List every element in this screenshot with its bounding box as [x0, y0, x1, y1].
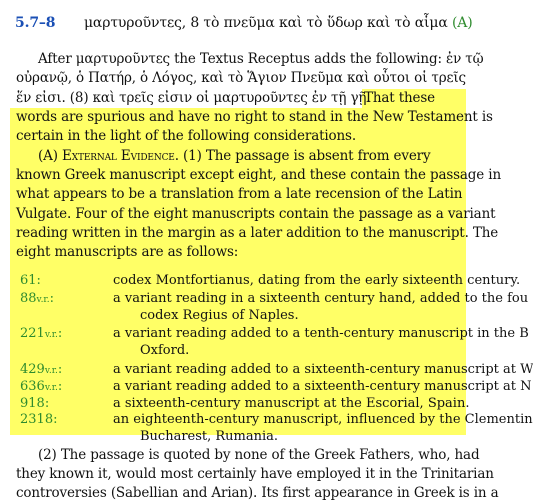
manuscript-desc-88-b: codex Regius of Naples.	[140, 308, 299, 323]
p1-line-3: ἕν εἰσι. (8) καὶ τρεῖς εἰσιν οἱ μαρτυροῦντες ἐν τῇ γῇ.	[16, 90, 371, 106]
verse-greek: μαρτυροῦντες, 8 τὸ πνεῦμα καὶ τὸ ὕδωρ καὶ τὸ αἷμα	[83, 15, 448, 31]
p2-line-4: Vulgate. Four of the eight manuscripts contain the passage as a variant	[16, 206, 496, 222]
manuscript-id-88: 88v.r.:	[20, 291, 54, 306]
variant-reading-mark: v.r.	[44, 366, 58, 376]
manuscript-id-636: 636v.r.:	[20, 379, 63, 394]
p2-lead: (A)	[38, 148, 58, 164]
manuscript-desc-2318-a: an eighteenth-century manuscript, influenced by the Clementin	[113, 412, 533, 427]
manuscript-id-221: 221v.r.:	[20, 326, 63, 341]
manuscript-id-429: 429v.r.:	[20, 362, 63, 377]
manuscript-desc-429: a variant reading added to a sixteenth-century manuscript at W	[113, 362, 533, 377]
p3-line-1: (2) The passage is quoted by none of the Greek Fathers, who, had	[38, 447, 480, 463]
p1-line-3b: That these	[364, 90, 435, 106]
p1-line-4: words are spurious and have no right to stand in the New Testament is	[16, 109, 493, 125]
p3-line-2: they known it, would most certainly have employed it in the Trinitarian	[16, 466, 494, 482]
p2-line-6: eight manuscripts are as follows:	[16, 244, 239, 260]
rating-label: (A)	[451, 15, 473, 31]
p2-line-5: reading written in the margin as a later addition to the manuscript. The	[16, 225, 499, 241]
variant-reading-mark: v.r.	[36, 295, 50, 305]
manuscript-id-918: 918:	[20, 396, 50, 411]
manuscript-desc-2318-b: Bucharest, Rumania.	[140, 429, 279, 444]
variant-reading-mark: v.r.	[44, 330, 58, 340]
manuscript-desc-918: a sixteenth-century manuscript at the Escorial, Spain.	[113, 396, 470, 411]
p2-line-2: known Greek manuscript except eight, and these contain the passage in	[16, 167, 501, 183]
verse-reference: 5.7–8	[15, 15, 56, 31]
p2-line-3: what appears to be a translation from a late recension of the Latin	[16, 186, 463, 202]
p1-line-2: οὐρανῷ, ὁ Πατήρ, ὁ Λόγος, καὶ τὸ Ἅγιον Πνεῦμα καὶ οὗτοι οἱ τρεῖς	[16, 70, 466, 86]
p1-line-5: certain in the light of the following considerations.	[16, 128, 356, 144]
manuscript-id-2318: 2318:	[20, 412, 58, 427]
manuscript-desc-221-a: a variant reading added to a tenth-century manuscript in the B	[113, 326, 529, 341]
variant-reading-mark: v.r.	[44, 383, 58, 393]
manuscript-desc-636: a variant reading added to a sixteenth-century manuscript at N	[113, 379, 532, 394]
external-evidence-label: External Evidence.	[62, 148, 179, 164]
p3-line-3: controversies (Sabellian and Arian). Its first appearance in Greek is in a	[16, 485, 499, 501]
manuscript-desc-88-a: a variant reading in a sixteenth century hand, added to the fou	[113, 291, 529, 306]
p2-line-1	[38, 147, 430, 166]
manuscript-desc-221-b: Oxford.	[140, 343, 190, 358]
manuscript-desc-61: codex Montfortianus, dating from the early sixteenth century.	[113, 273, 521, 288]
p1-line-1: After μαρτυροῦντες the Textus Receptus adds the following: ἐν τῷ	[38, 51, 484, 67]
manuscript-id-61: 61:	[20, 273, 41, 288]
p2-first-rest: (1) The passage is absent from every	[183, 148, 431, 164]
verse-heading	[15, 14, 473, 33]
